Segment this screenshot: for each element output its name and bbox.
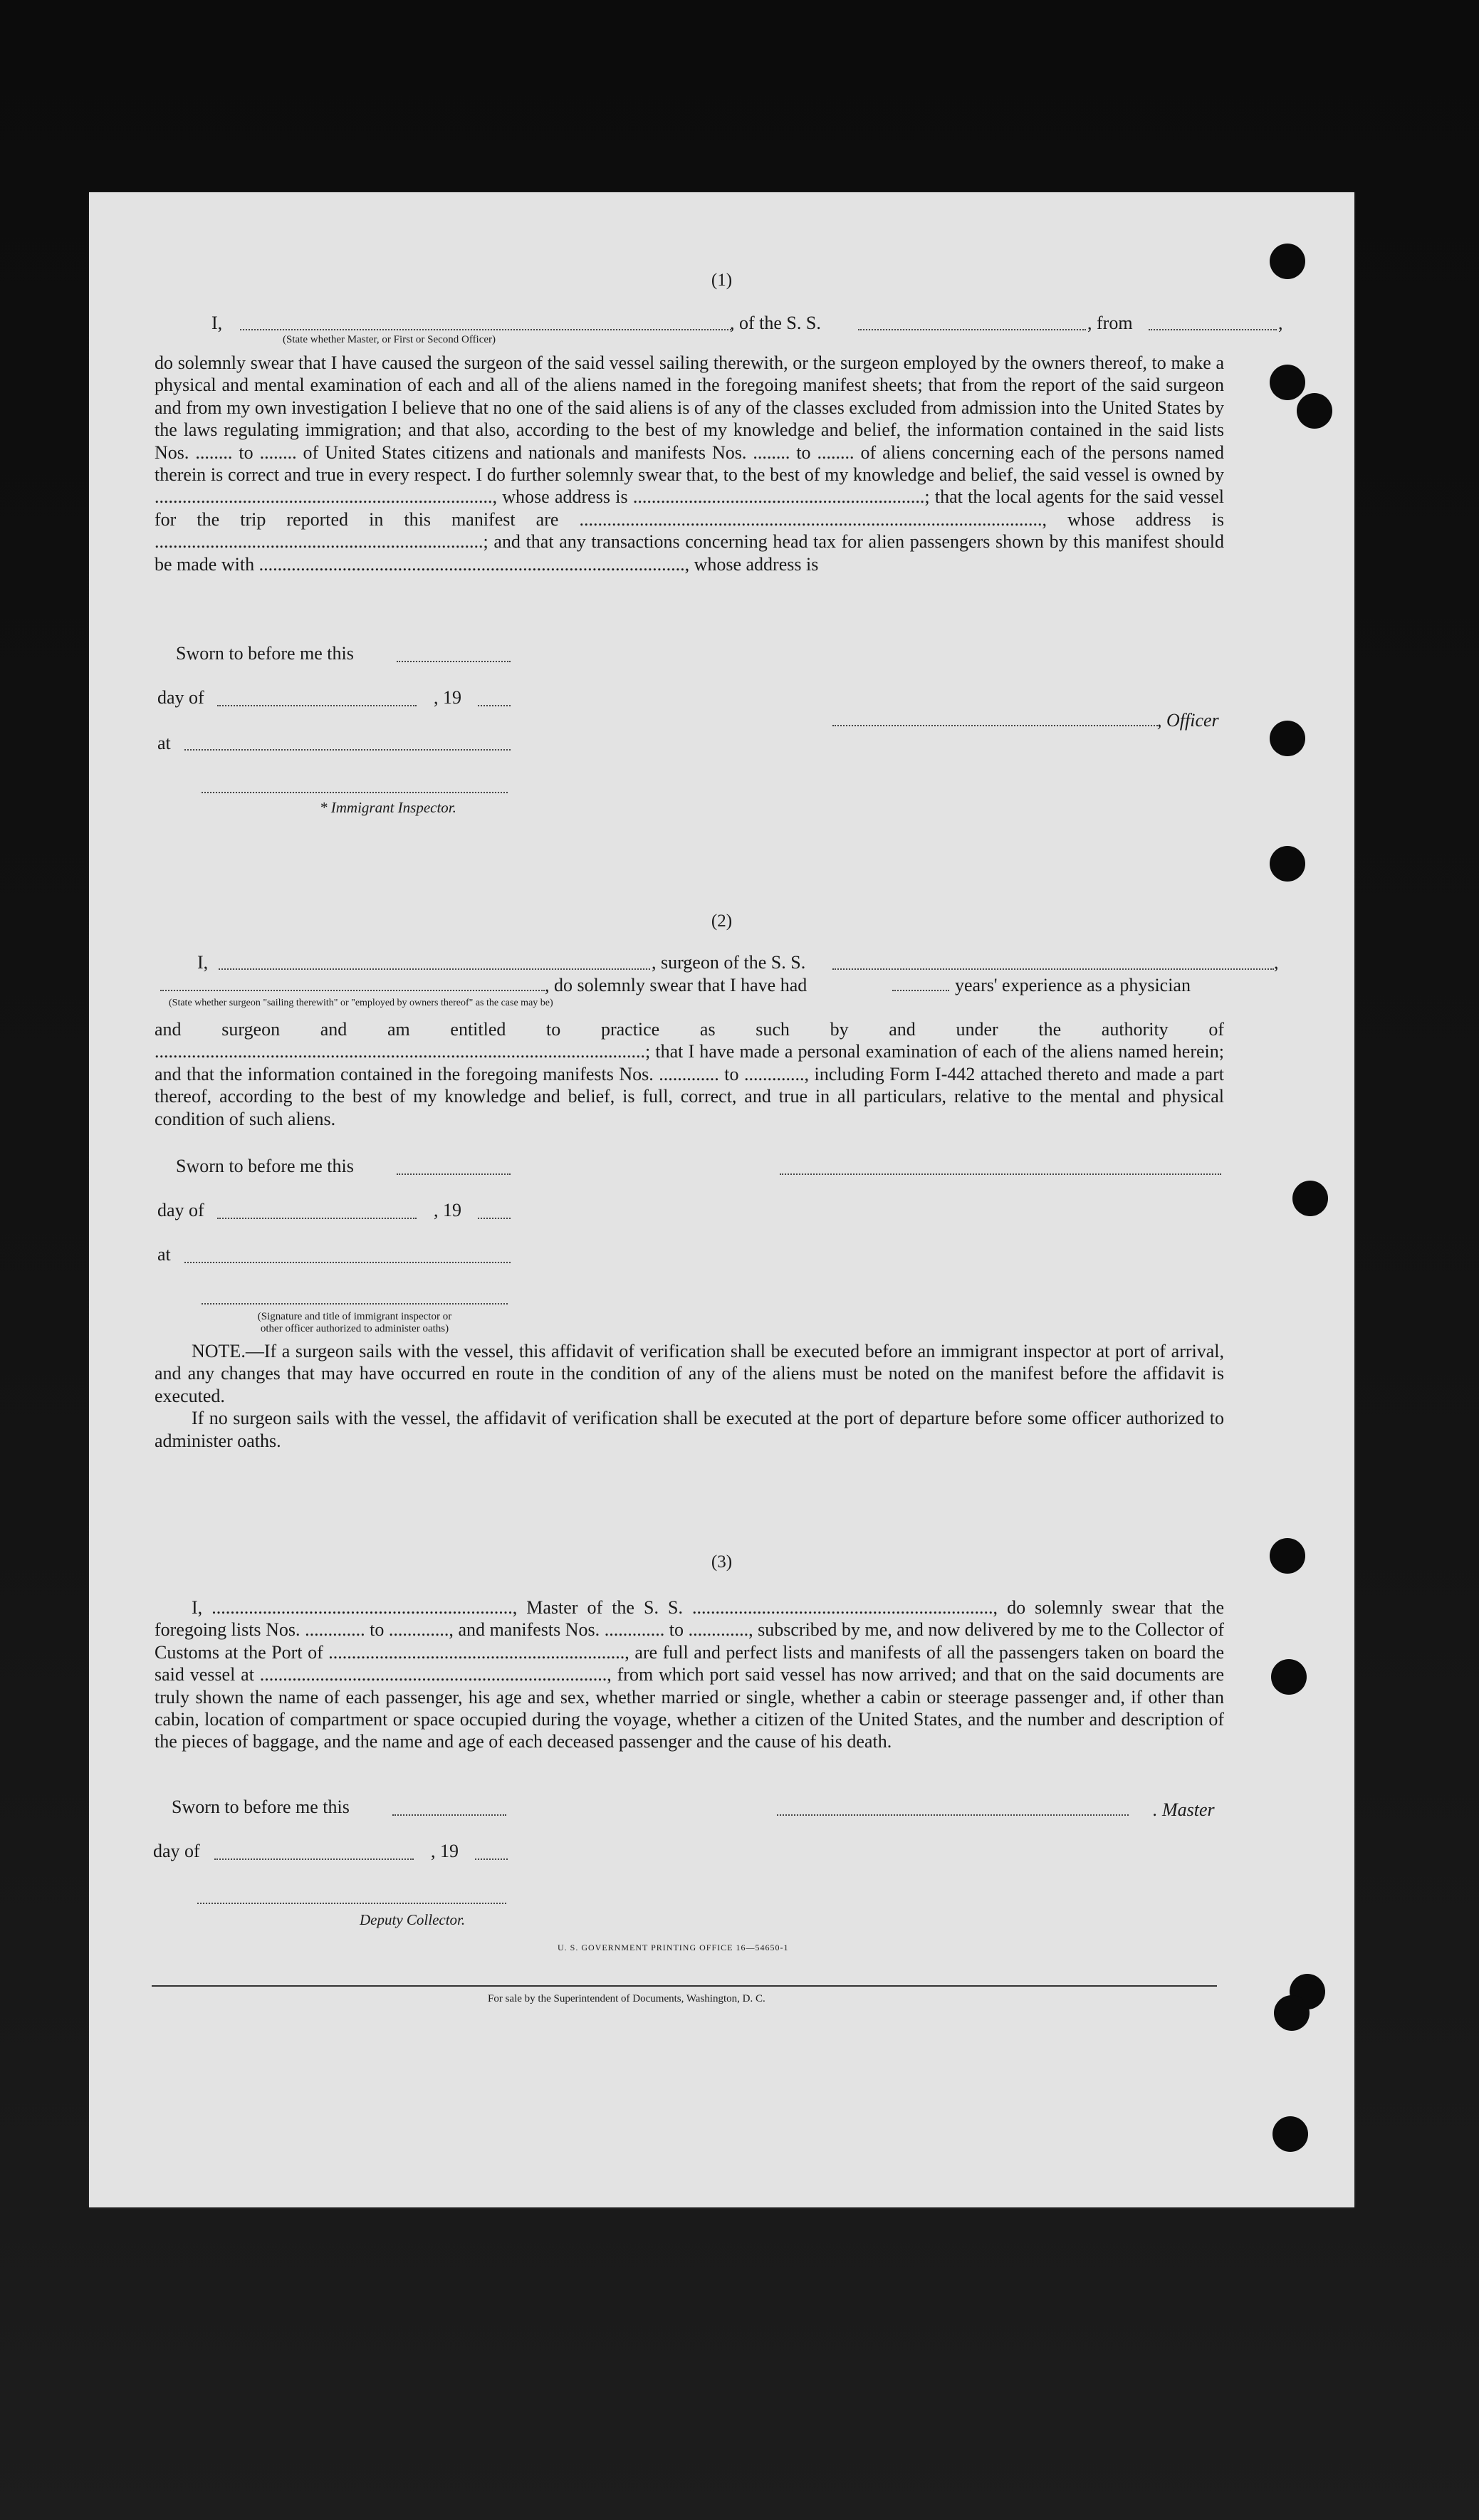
officer-signature-field[interactable] <box>832 725 1160 726</box>
punch-hole <box>1271 1659 1307 1695</box>
officer-label: , Officer <box>1157 710 1219 731</box>
note-surgeon-sails: NOTE.—If a surgeon sails with the vessel, this affidavit of verification shall be executed before an immigrant inspector at port of arrival, and any changes that may have occurred en route in the condition of any of the aliens must be noted on the manifest before the affidavit is executed. <box>155 1341 1224 1406</box>
signature-caption-line1: (Signature and title of immigrant inspector or <box>257 1311 452 1322</box>
section1-month-field[interactable] <box>217 705 417 706</box>
section3-sworn: Sworn to before me this <box>172 1797 350 1817</box>
section2-surgeon-of-ss: , surgeon of the S. S. <box>652 952 806 973</box>
section2-vessel-field[interactable] <box>832 968 1274 970</box>
section3-day-of: day of <box>153 1841 200 1861</box>
section2-heading: (2) <box>711 911 733 931</box>
section2-note <box>155 1340 1224 1452</box>
printing-office-imprint: U. S. GOVERNMENT PRINTING OFFICE 16—54650-1 <box>558 1943 789 1952</box>
section2-i: I, <box>197 952 209 973</box>
section1-sworn-date-field[interactable] <box>397 661 511 662</box>
punch-hole <box>1274 1995 1310 2031</box>
master-label: . Master <box>1153 1799 1215 1820</box>
section1-place-field[interactable] <box>184 749 511 751</box>
section2-caption: (State whether surgeon "sailing therewith" or "employed by owners thereof" as the case may be) <box>169 998 553 1008</box>
punch-hole <box>1272 2116 1308 2152</box>
section2-year: , 19 <box>434 1200 461 1220</box>
officer-rank-field[interactable] <box>240 329 731 330</box>
sale-notice: For sale by the Superintendent of Documents, Washington, D. C. <box>488 1993 765 2004</box>
section2-sworn: Sworn to before me this <box>176 1156 354 1176</box>
section3-body: I, ................................................................., Master of the S. S. ................................................................., do solemnly swear that the foregoing lists Nos. ............. to ............., and manifests Nos. ............. to ............., subscribed by me, and now delivered by me to the Collector of Customs at the Port of ................................................................, are full and perfect lists and manifests of all the passengers taken on board the said vessel at ..........................................................................., from which port said vessel has now arrived; and that on the said documents are truly shown the name of each passenger, his age and sex, whether married or single, whether a cabin or steerage passenger and, if other than cabin, location of compartment or space occupied during the voyage, whether a citizen of the United States, and the number and description of the pieces of baggage, and the name and age of each deceased passenger and the cause of his death. <box>155 1597 1224 1752</box>
surgeon-signature-field[interactable] <box>780 1173 1221 1175</box>
section2-body: and surgeon and am entitled to practice as such by and under the authority of ..........................................................................................................; that I have made a personal examination of each of the aliens named herein; and that the information contained in the foregoing manifests Nos. ............. to ............., including Form I-442 attached thereto and made a part thereof, according to the best of my knowledge and belief, is full, correct, and true in all particulars, relative to the mental and physical condition of such aliens. <box>155 1019 1224 1129</box>
master-signature-field[interactable] <box>777 1814 1129 1816</box>
section3-month-field[interactable] <box>214 1858 414 1860</box>
section1-day-of: day of <box>157 687 204 708</box>
section3-year-field[interactable] <box>475 1858 508 1860</box>
departure-port-field[interactable] <box>1149 329 1277 330</box>
section3-year: , 19 <box>431 1841 459 1861</box>
section2-day-of: day of <box>157 1200 204 1220</box>
section2-years: years' experience as a physician <box>955 975 1191 995</box>
deputy-collector-signature-field[interactable] <box>197 1903 506 1904</box>
surgeon-name-field[interactable] <box>219 968 650 970</box>
section2-place-field[interactable] <box>184 1262 511 1263</box>
section1-year-field[interactable] <box>478 705 511 706</box>
deputy-collector-label: Deputy Collector. <box>360 1911 466 1928</box>
section2-inspector-signature-field[interactable] <box>202 1303 508 1305</box>
note-no-surgeon: If no surgeon sails with the vessel, the affidavit of verification shall be executed at the port of departure before some officer authorized to administer oaths. <box>155 1408 1224 1451</box>
years-experience-field[interactable] <box>892 990 949 991</box>
section1-caption: (State whether Master, or First or Second Officer) <box>283 334 496 345</box>
section1-body: do solemnly swear that I have caused the surgeon of the said vessel sailing therewith, or the surgeon employed by the owners thereof, to make a physical and mental examination of each and all of the aliens named in the foregoing manifest sheets; that from the report of the said surgeon and from my own investigation I believe that no one of the said aliens is of any of the classes excluded from admission into the United States by the laws regulating immigration; and that also, according to the best of my knowledge and belief, the information contained in the said lists Nos. ........ to ........ of United States citizens and nationals and manifests Nos. ........ to ........ of aliens concerning each of the persons named therein is correct and true in every respect. I do further solemnly swear that, to the best of my knowledge and belief, the said vessel is owned by ........................................................................., whose address is ...............................................................; that the local agents for the said vessel for the trip reported in this manifest are ...................................................................................................., whose address is .......................................................................; and that any transactions concerning head tax for alien passengers shown by this manifest should be made with ............................................................................................, whose address is <box>155 352 1224 575</box>
surgeon-status-field[interactable] <box>160 990 545 991</box>
section2-month-field[interactable] <box>217 1218 417 1219</box>
section1-at: at <box>157 733 171 753</box>
section3-sworn-date-field[interactable] <box>392 1814 506 1816</box>
section1-of-ss: , of the S. S. <box>730 313 821 333</box>
footer-rule <box>152 1985 1217 1987</box>
section2-at: at <box>157 1244 171 1265</box>
punch-hole <box>1297 393 1332 429</box>
punch-hole <box>1270 721 1305 756</box>
section1-from: , from <box>1087 313 1133 333</box>
punch-hole <box>1270 365 1305 400</box>
section1-sworn: Sworn to before me this <box>176 643 354 664</box>
punch-hole <box>1292 1181 1328 1216</box>
section2-line-end: , <box>1274 952 1279 973</box>
section2-sworn-date-field[interactable] <box>397 1173 511 1175</box>
form-page <box>89 192 1354 2207</box>
signature-caption-line2: other officer authorized to administer oaths) <box>260 1323 449 1334</box>
immigrant-inspector-label: * Immigrant Inspector. <box>320 799 456 816</box>
section2-year-field[interactable] <box>478 1218 511 1219</box>
inspector-signature-field[interactable] <box>202 792 508 793</box>
section3-heading: (3) <box>711 1552 733 1572</box>
punch-hole <box>1270 846 1305 882</box>
section1-line-end: , <box>1278 313 1283 333</box>
section1-i: I, <box>211 313 223 333</box>
vessel-name-field[interactable] <box>858 329 1086 330</box>
section2-swear: , do solemnly swear that I have had <box>545 975 808 995</box>
section1-heading: (1) <box>711 271 733 290</box>
section1-year: , 19 <box>434 687 461 708</box>
